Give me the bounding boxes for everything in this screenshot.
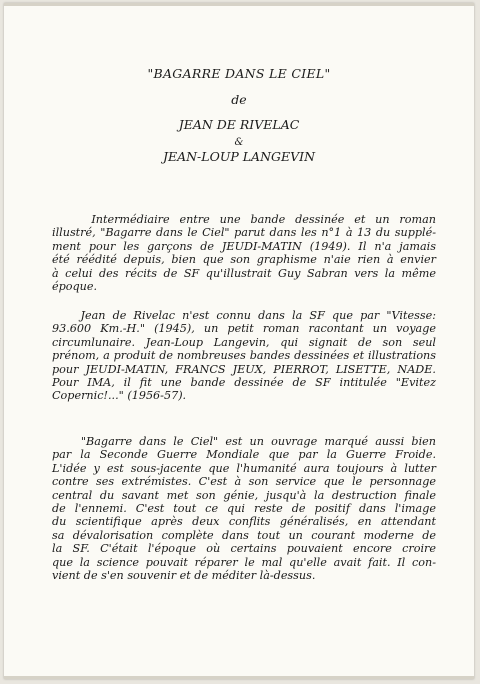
text-line: vient de s'en souvenir et de méditer là-dessus. [52,569,316,583]
text-line: pour JEUDI-MATIN, FRANCS JEUX, PIERROT, LISETTE, NADE. [52,362,436,376]
text-line: du scientifique après deux conflits généralisés, en attendant [52,515,436,529]
page-bottom-edge [4,676,474,679]
text-line: L'idée y est sous-jacente que l'humanité aura toujours à lutter [52,461,436,475]
text-line: illustré, "Bagarre dans le Ciel" parut dans les n°1 à 13 du supplé- [52,226,436,240]
text-line: 93.600 Km.-H." (1945), un petit roman racontant un voyage [52,322,436,336]
text-line: prénom, a produit de nombreuses bandes dessinées et illustrations [52,349,436,363]
text-line: été réédité depuis, bien que son graphisme n'aie rien à envier [52,253,436,267]
author-1: JEAN DE RIVELAC [178,117,300,132]
text-line: que la science pouvait réparer le mal qu'elle avait fait. Il con- [52,555,436,569]
text-line: contre ses extrémistes. C'est à son service que le personnage [52,475,436,489]
by-word: de [231,92,247,107]
paragraph-2 [52,309,436,403]
paragraph-3 [52,435,436,582]
text-line: ment pour les garçons de JEUDI-MATIN (1949). Il n'a jamais [52,239,436,253]
text-line: "Bagarre dans le Ciel" est un ouvrage marqué aussi bien [52,435,436,448]
ampersand: & [234,137,244,148]
page [4,3,474,679]
text-line: central du savant met son génie, jusqu'à la destruction finale [52,488,436,502]
text-line: à celui des récits de SF qu'illustrait Guy Sabran vers la même [52,266,436,280]
text-line: de l'ennemi. C'est tout ce qui reste de positif dans l'image [52,502,436,516]
text-line: sa dévalorisation complète dans tout un courant moderne de [52,528,436,542]
text-line: circumlunaire. Jean-Loup Langevin, qui signait de son seul [52,335,436,349]
text-line: Copernic!..." (1956-57). [52,389,187,403]
text-line: Intermédiaire entre une bande dessinée et un roman [52,213,436,226]
text-line: Jean de Rivelac n'est connu dans la SF que par "Vitesse: [52,309,436,322]
text-line: la SF. C'était l'époque où certains pouvaient encore croire [52,542,436,556]
paragraph-1 [52,213,436,293]
book-title: "BAGARRE DANS LE CIEL" [147,66,331,81]
text-line: époque. [52,280,98,294]
title-block [4,67,474,164]
text-line: par la Seconde Guerre Mondiale que par la Guerre Froide. [52,448,436,462]
page-top-edge [4,3,474,6]
author-2: JEAN-LOUP LANGEVIN [162,149,316,164]
text-line: Pour IMA, il fit une bande dessinée de SF intitulée "Evitez [52,376,436,390]
